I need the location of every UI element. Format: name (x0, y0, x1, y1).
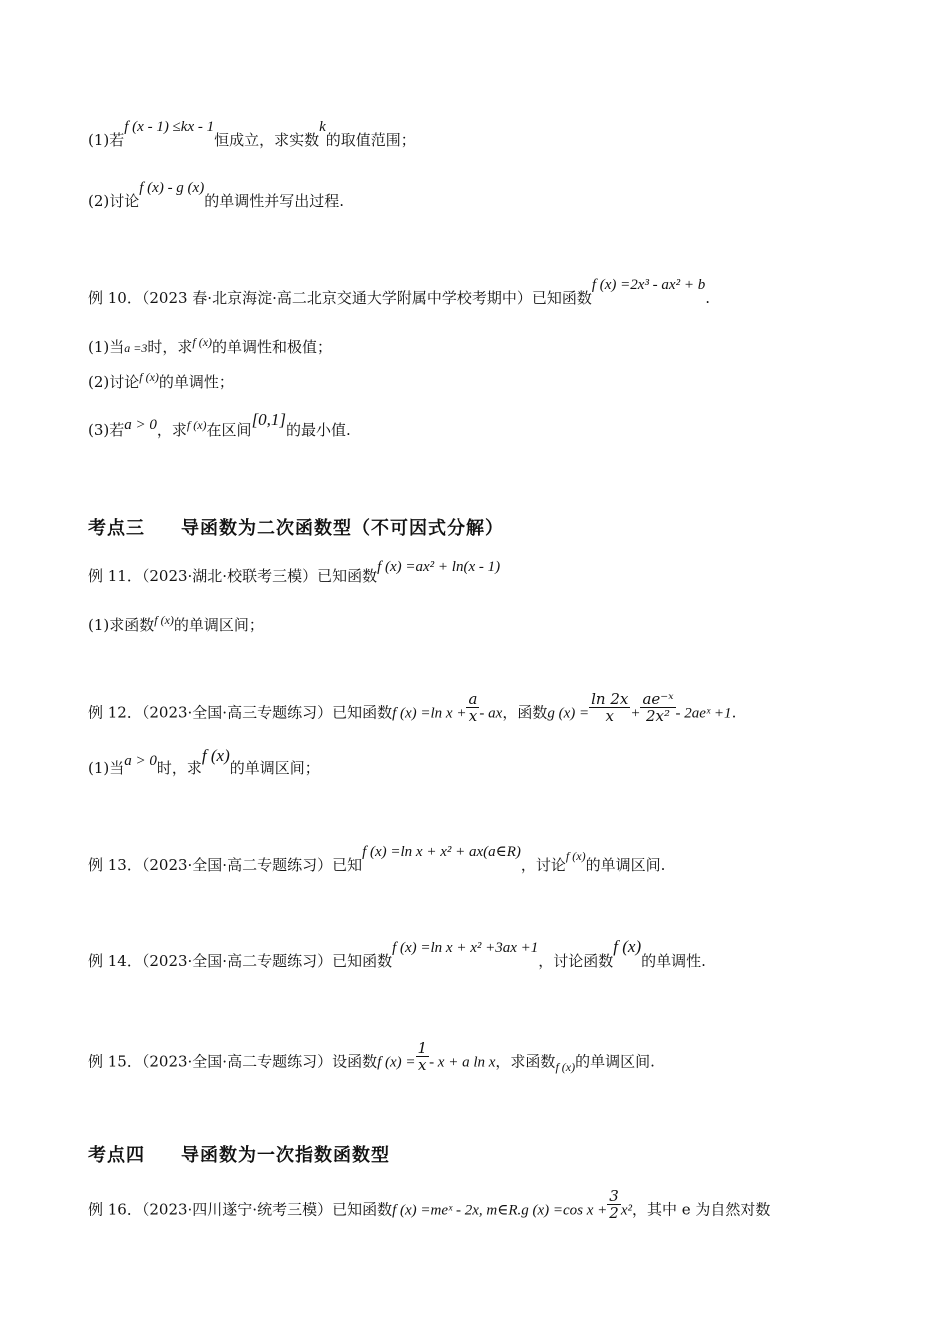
example-10-part-1 (88, 337, 332, 358)
part-label: (1)求函数 (88, 616, 155, 634)
text: 的单调性并写出过程. (204, 192, 344, 210)
example-label: 例 16．（2023·四川遂宁·统考三模）已知函数 (88, 1200, 393, 1219)
section-heading-4 (88, 1141, 390, 1167)
math-expression: f (x) - g (x) (139, 180, 205, 196)
example-11 (88, 559, 501, 587)
section-number: 考点四 (88, 1145, 145, 1166)
text: 时，求 (147, 338, 193, 356)
example-14 (88, 937, 706, 972)
math-interval: [0,1] (251, 410, 287, 429)
example-label: 例 10．（2023 春·北京海淀·高二北京交通大学附属中学校考期中）已知函数 (88, 289, 592, 307)
math-function: f (x) =2x³ - ax² + b (591, 277, 706, 293)
text: . (705, 289, 710, 307)
math-fx: f (x) (613, 937, 642, 956)
text: 的单调区间. (575, 1052, 655, 1071)
section-title: 导函数为二次函数型（不可因式分解） (181, 518, 504, 539)
part-label: (1)若 (88, 131, 125, 149)
numerator: ln 2x (591, 690, 629, 708)
fraction (466, 691, 479, 724)
example-15 (88, 1039, 655, 1079)
example-label: 例 15．（2023·全国·高二专题练习）设函数 (88, 1052, 378, 1071)
math-condition: a =3 (124, 341, 148, 355)
example-12 (88, 690, 737, 730)
denominator: x (468, 707, 478, 725)
math-fx: f (x) (186, 418, 207, 432)
math-function-part: f (x) =ln x + (392, 705, 467, 722)
part-label: (3)若 (88, 421, 125, 439)
text: 时，求 (156, 759, 202, 777)
math-fx: f (x) (154, 613, 174, 627)
denominator: x (418, 1056, 427, 1074)
math-k: k (319, 119, 326, 135)
numerator: a (468, 690, 478, 708)
example-12-part-1 (88, 746, 320, 779)
example-11-part-1 (88, 615, 264, 636)
text: ，其中 e 为自然对数 (632, 1200, 771, 1219)
example-10-part-3 (88, 410, 351, 441)
text: 的单调性； (158, 373, 234, 391)
text: ，求函数 (495, 1052, 556, 1071)
denominator: x (605, 707, 614, 725)
math-function-part: - 2aeˣ +1 (675, 705, 732, 722)
section-heading-3 (88, 514, 504, 540)
math-operator: + (630, 705, 641, 722)
text: 的单调性和极值； (212, 338, 333, 356)
text: 的最小值. (286, 421, 351, 439)
math-condition: a > 0 (124, 417, 157, 433)
example-label: 例 14．（2023·全国·高二专题练习）已知函数 (88, 952, 393, 970)
part-label: (1)当 (88, 338, 125, 356)
fraction (589, 691, 630, 724)
text: 的单调区间. (585, 856, 666, 874)
text: . (731, 703, 737, 722)
part-label: (1)当 (88, 759, 125, 777)
math-function-part: g (x) = (547, 705, 590, 722)
section-title: 导函数为一次指数函数型 (181, 1145, 390, 1166)
math-fx: f (x) (201, 746, 230, 765)
question-part-2 (88, 180, 344, 212)
text: 的单调区间； (229, 759, 320, 777)
part-label: (2)讨论 (88, 373, 140, 391)
text: 的取值范围； (325, 131, 416, 149)
math-function-part: x² (620, 1202, 632, 1219)
example-label: 例 12．（2023·全国·高三专题练习）已知函数 (88, 703, 393, 722)
example-10 (88, 277, 710, 309)
math-function-part: - x + a ln x (429, 1054, 496, 1071)
numerator: 3 (609, 1187, 619, 1205)
example-13 (88, 844, 666, 876)
text: ，求 (156, 421, 187, 439)
math-function-part: f (x) = (377, 1054, 416, 1071)
fraction (640, 691, 675, 724)
math-function-part: - ax (479, 705, 503, 722)
text: ，函数 (502, 703, 548, 722)
example-10-part-2 (88, 372, 234, 393)
denominator: 2 (609, 1204, 619, 1222)
text: 的单调性. (641, 952, 706, 970)
math-inequality: f (x - 1) ≤kx - 1 (124, 119, 215, 135)
math-function: f (x) =ln x + x² +3ax +1 (392, 940, 539, 956)
math-fx: f (x) (555, 1059, 576, 1074)
denominator: 2x² (646, 707, 671, 725)
text: 恒成立，求实数 (214, 131, 320, 149)
math-fx: f (x) (565, 849, 586, 863)
math-function-part: f (x) =meˣ - 2x, m∈R.g (x) =cos x + (392, 1202, 608, 1219)
example-16 (88, 1187, 771, 1227)
question-part-1 (88, 119, 416, 151)
text: ，讨论 (520, 856, 566, 874)
math-function: f (x) =ax² + ln(x - 1) (377, 559, 501, 575)
math-fx: f (x) (139, 370, 159, 384)
numerator: ae⁻ˣ (642, 690, 674, 708)
math-function: f (x) =ln x + x² + ax(a∈R) (362, 844, 521, 860)
fraction (607, 1188, 621, 1221)
example-label: 例 13．（2023·全国·高二专题练习）已知 (88, 856, 363, 874)
math-fx: f (x) (192, 335, 213, 349)
part-label: (2)讨论 (88, 192, 140, 210)
text: 的单调区间； (173, 616, 264, 634)
text: 在区间 (206, 421, 252, 439)
numerator: 1 (417, 1039, 428, 1057)
math-condition: a > 0 (124, 753, 157, 769)
section-number: 考点三 (88, 518, 145, 539)
fraction (416, 1040, 430, 1073)
example-label: 例 11．（2023·湖北·校联考三模）已知函数 (88, 567, 378, 585)
text: ，讨论函数 (538, 952, 614, 970)
